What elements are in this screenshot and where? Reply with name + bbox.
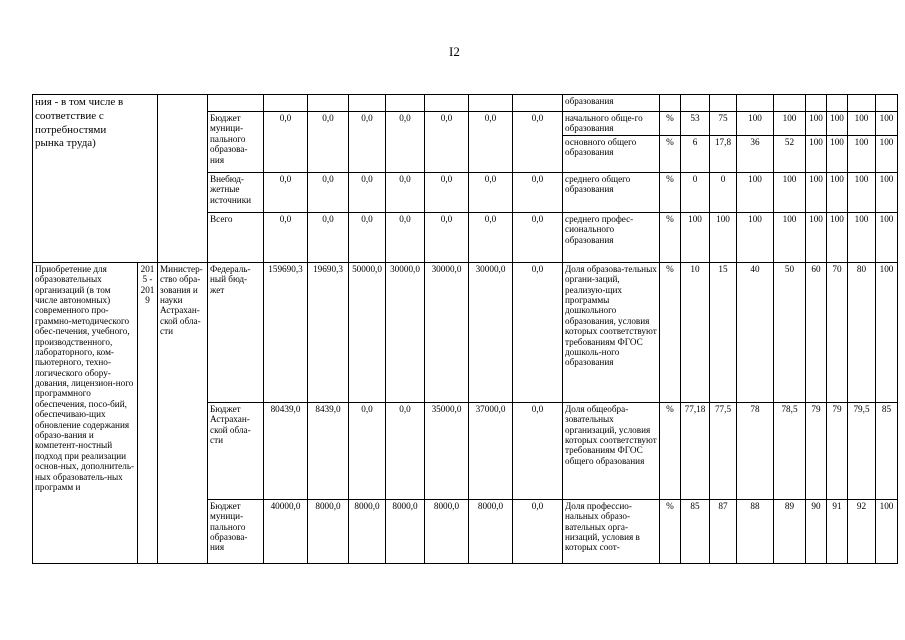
funding-source: Бюджет муници-пального образова-ния: [208, 499, 264, 563]
value-cell: 75: [710, 112, 737, 136]
funding-source: [208, 95, 264, 112]
value-cell: 85: [876, 402, 898, 499]
unit-cell: %: [660, 112, 681, 136]
value-cell: 90: [806, 499, 827, 563]
amount-cell: 0,0: [264, 212, 308, 262]
amount-cell: 8000,0: [425, 499, 469, 563]
value-cell: 100: [806, 135, 827, 172]
value-cell: 60: [806, 262, 827, 402]
value-cell: 77,5: [710, 402, 737, 499]
funding-source: Бюджет Астрахан-ской обла-сти: [208, 402, 264, 499]
value-cell: 100: [737, 212, 774, 262]
unit-cell: %: [660, 499, 681, 563]
amount-cell: 40000,0: [264, 499, 308, 563]
amount-cell: 30000,0: [469, 262, 513, 402]
value-cell: 100: [737, 112, 774, 136]
value-cell: 52: [774, 135, 806, 172]
value-cell: 53: [681, 112, 710, 136]
value-cell: [774, 95, 806, 112]
value-cell: 100: [806, 112, 827, 136]
value-cell: 100: [848, 172, 876, 212]
amount-cell: 0,0: [513, 499, 563, 563]
value-cell: 100: [876, 212, 898, 262]
amount-cell: 8000,0: [349, 499, 386, 563]
indicator-name: начального обще-го образования: [563, 112, 660, 136]
value-cell: 91: [827, 499, 848, 563]
table-row: [33, 262, 898, 402]
page-number: I2: [449, 44, 460, 59]
value-cell: 100: [876, 172, 898, 212]
unit-cell: %: [660, 402, 681, 499]
amount-cell: 0,0: [349, 172, 386, 212]
indicator-name: образования: [563, 95, 660, 112]
amount-cell: [349, 95, 386, 112]
value-cell: 36: [737, 135, 774, 172]
years-cell: [138, 95, 158, 263]
amount-cell: 159690,3: [264, 262, 308, 402]
amount-cell: [386, 95, 425, 112]
amount-cell: 80439,0: [264, 402, 308, 499]
unit-cell: %: [660, 262, 681, 402]
amount-cell: [264, 95, 308, 112]
value-cell: 100: [827, 112, 848, 136]
value-cell: 0: [681, 172, 710, 212]
unit-cell: %: [660, 212, 681, 262]
value-cell: 100: [827, 135, 848, 172]
amount-cell: 37000,0: [469, 402, 513, 499]
value-cell: [681, 95, 710, 112]
amount-cell: 0,0: [308, 212, 349, 262]
funding-source: Бюджет муници-пального образова-ния: [208, 112, 264, 173]
amount-cell: 0,0: [513, 112, 563, 173]
value-cell: 89: [774, 499, 806, 563]
value-cell: 100: [876, 262, 898, 402]
value-cell: 79: [827, 402, 848, 499]
amount-cell: [513, 95, 563, 112]
value-cell: 100: [876, 112, 898, 136]
value-cell: [827, 95, 848, 112]
amount-cell: 8000,0: [308, 499, 349, 563]
amount-cell: 0,0: [386, 402, 425, 499]
value-cell: 79,5: [848, 402, 876, 499]
indicator-name: основного общего образования: [563, 135, 660, 172]
amount-cell: 0,0: [386, 172, 425, 212]
amount-cell: [469, 95, 513, 112]
value-cell: 100: [848, 212, 876, 262]
value-cell: 79: [806, 402, 827, 499]
amount-cell: 35000,0: [425, 402, 469, 499]
value-cell: 92: [848, 499, 876, 563]
value-cell: [710, 95, 737, 112]
indicator-name: Доля профессио-нальных образо-вательных орга-низаций, условия в которых соот-: [563, 499, 660, 563]
value-cell: 85: [681, 499, 710, 563]
unit-cell: [660, 95, 681, 112]
amount-cell: 8000,0: [469, 499, 513, 563]
amount-cell: 0,0: [425, 212, 469, 262]
amount-cell: 0,0: [513, 262, 563, 402]
value-cell: 40: [737, 262, 774, 402]
amount-cell: 0,0: [349, 402, 386, 499]
amount-cell: 0,0: [264, 112, 308, 173]
amount-cell: 0,0: [469, 212, 513, 262]
value-cell: 10: [681, 262, 710, 402]
amount-cell: 0,0: [308, 172, 349, 212]
amount-cell: 8439,0: [308, 402, 349, 499]
funding-source: Всего: [208, 212, 264, 262]
amount-cell: 30000,0: [425, 262, 469, 402]
amount-cell: 0,0: [469, 112, 513, 173]
value-cell: 100: [848, 112, 876, 136]
amount-cell: [308, 95, 349, 112]
funding-source: Внебюд-жетные источники: [208, 172, 264, 212]
value-cell: 6: [681, 135, 710, 172]
value-cell: 87: [710, 499, 737, 563]
indicator-name: Доля образова-тельных органи-заций, реализую-щих программы дошкольного образования, условия которых соответствуют требованиям ФГОС дошколь-ного образования: [563, 262, 660, 402]
amount-cell: 0,0: [264, 172, 308, 212]
value-cell: 0: [710, 172, 737, 212]
funding-source: Федераль-ный бюд-жет: [208, 262, 264, 402]
value-cell: 80: [848, 262, 876, 402]
amount-cell: 0,0: [513, 172, 563, 212]
amount-cell: 19690,3: [308, 262, 349, 402]
value-cell: 15: [710, 262, 737, 402]
value-cell: 100: [806, 212, 827, 262]
value-cell: 100: [806, 172, 827, 212]
value-cell: 100: [827, 212, 848, 262]
value-cell: 50: [774, 262, 806, 402]
value-cell: [806, 95, 827, 112]
amount-cell: 8000,0: [386, 499, 425, 563]
value-cell: 100: [827, 172, 848, 212]
indicator-name: среднего профес-сионального образования: [563, 212, 660, 262]
executor-cell: Министер-ство обра-зования и науки Астрахан-ской обла-сти: [158, 262, 208, 563]
value-cell: [876, 95, 898, 112]
indicator-name: Доля общеобра-зовательных организаций, условия которых соответствуют требованиям ФГОС общего образования: [563, 402, 660, 499]
amount-cell: 0,0: [513, 212, 563, 262]
amount-cell: 0,0: [308, 112, 349, 173]
value-cell: 17,8: [710, 135, 737, 172]
table-row: [33, 95, 898, 112]
value-cell: 100: [876, 135, 898, 172]
value-cell: 70: [827, 262, 848, 402]
value-cell: [848, 95, 876, 112]
value-cell: 100: [681, 212, 710, 262]
value-cell: 78,5: [774, 402, 806, 499]
value-cell: 100: [774, 112, 806, 136]
value-cell: 100: [710, 212, 737, 262]
amount-cell: 0,0: [513, 402, 563, 499]
program-table: [32, 94, 898, 564]
indicator-name: среднего общего образования: [563, 172, 660, 212]
amount-cell: 0,0: [386, 212, 425, 262]
amount-cell: 0,0: [425, 112, 469, 173]
amount-cell: 0,0: [349, 112, 386, 173]
activity-description: Приобретение для образовательных организаций (в том числе автономных) современного про-граммно-методического обес-печения, учебного, производственного, лабораторного, ком-пьютерного, техно-логического обору-дования, лицензион-ного программного обеспечения, посо-бий, обеспечиваю-щих обновление содержания образо-вания и компетент-ностный подход при реализации основ-ных, дополнитель-ных образователь-ных программ и: [33, 262, 138, 563]
value-cell: 100: [737, 172, 774, 212]
years-cell: 2015 - 2019: [138, 262, 158, 563]
value-cell: 100: [848, 135, 876, 172]
amount-cell: 0,0: [469, 172, 513, 212]
amount-cell: [425, 95, 469, 112]
unit-cell: %: [660, 135, 681, 172]
value-cell: [737, 95, 774, 112]
value-cell: 100: [774, 212, 806, 262]
value-cell: 78: [737, 402, 774, 499]
amount-cell: 0,0: [425, 172, 469, 212]
amount-cell: 30000,0: [386, 262, 425, 402]
value-cell: 100: [876, 499, 898, 563]
amount-cell: 0,0: [349, 212, 386, 262]
activity-description: ния - в том числе в соответствие с потребностями рынка труда): [33, 95, 138, 263]
executor-cell: [158, 95, 208, 263]
value-cell: 100: [774, 172, 806, 212]
amount-cell: 50000,0: [349, 262, 386, 402]
unit-cell: %: [660, 172, 681, 212]
value-cell: 88: [737, 499, 774, 563]
amount-cell: 0,0: [386, 112, 425, 173]
value-cell: 77,18: [681, 402, 710, 499]
